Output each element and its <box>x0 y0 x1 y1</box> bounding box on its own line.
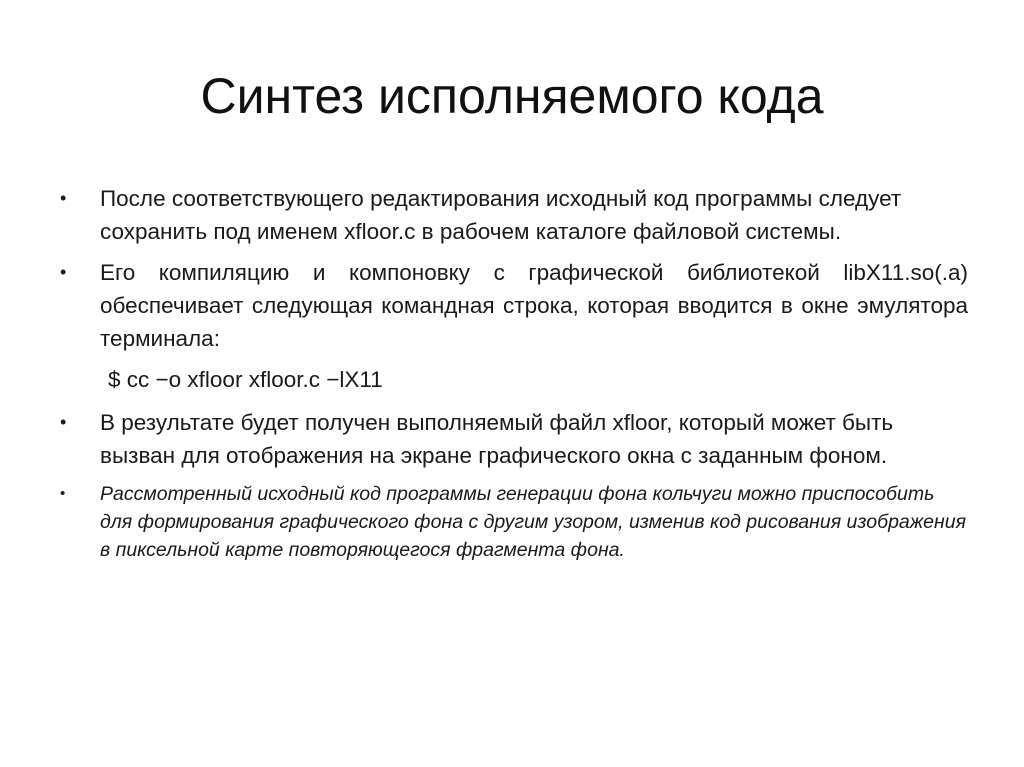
bullet-icon: • <box>60 262 67 282</box>
bullet-icon: • <box>60 188 67 208</box>
bullet-text: Его компиляцию и компоновку с графической библиотекой libX11.so(.a) обеспечивает следующая командная строка, которая вводится в окне эмулятора терминала: <box>100 260 968 351</box>
bullet-item-result <box>60 406 968 472</box>
slide-content <box>60 182 968 572</box>
bullet-icon: • <box>60 485 66 502</box>
bullet-text: В результате будет получен выполняемый файл xfloor, который может быть вызван для отображения на экране графического окна с заданным фоном. <box>100 410 894 468</box>
command-line: $ cc −o xfloor xfloor.c −lX11 <box>108 367 383 392</box>
bullet-item-note <box>60 480 968 564</box>
bullet-item-compile <box>60 256 968 355</box>
slide-title: Синтез исполняемого кода <box>200 68 824 124</box>
bullet-icon: • <box>60 412 67 432</box>
bullet-text: После соответствующего редактирования исходный код программы следует сохранить под именем xfloor.c в рабочем каталоге файловой системы. <box>100 186 902 244</box>
bullet-item-save-source <box>60 182 968 248</box>
bullet-text: Рассмотренный исходный код программы генерации фона кольчуги можно приспособить для формирования графического фона с другим узором, изменив код рисования изображения в пиксельной карте повторяющегося фрагмента фона. <box>100 483 967 561</box>
